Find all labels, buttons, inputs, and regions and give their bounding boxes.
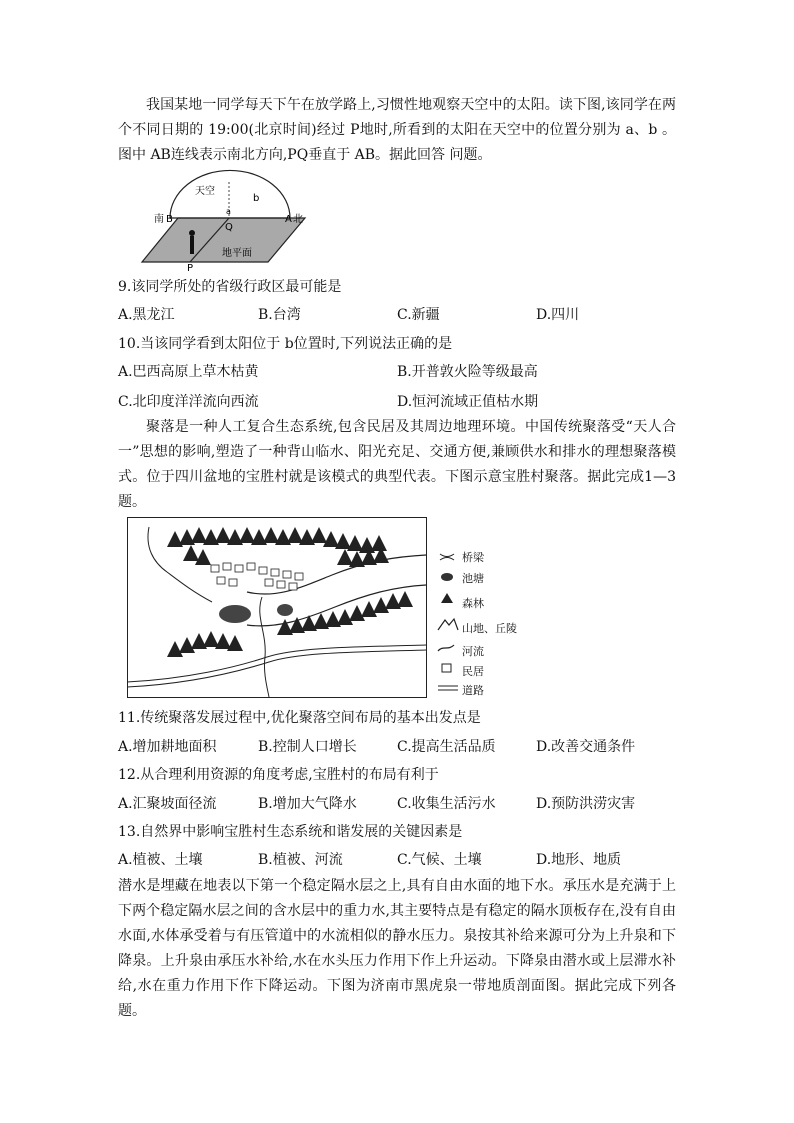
q9-stem: 9.该同学所处的省级行政区最可能是: [118, 279, 342, 295]
q11-option-c[interactable]: C.提高生活品质: [397, 739, 496, 755]
village-map: [127, 517, 427, 698]
label-a: a: [226, 207, 231, 216]
label-Q: Q: [225, 222, 233, 233]
passage-1: 我国某地一同学每天下午在放学路上,习惯性地观察天空中的太阳。读下图,该同学在两个不同日期的 19:00(北京时间)经过 P地时,所看到的太阳在天空中的位置分别为 a、b 。图中 AB连线表示南北方向,PQ垂直于 AB。据此回答 问题。: [118, 97, 676, 163]
q9-option-a[interactable]: A.黑龙江: [118, 307, 175, 323]
sun-position-diagram: [140, 168, 320, 274]
q10-option-d[interactable]: D.恒河流域正值枯水期: [397, 394, 539, 410]
q11-option-d[interactable]: D.改善交通条件: [536, 739, 636, 755]
q9-option-b[interactable]: B.台湾: [258, 307, 301, 323]
label-b: b: [253, 193, 260, 204]
student-head: [189, 230, 195, 236]
hill-icon: [438, 619, 458, 630]
passage-3: 潜水是埋藏在地表以下第一个稳定隔水层之上,具有自由水面的地下水。承压水是充满于上下两个稳定隔水层之间的含水层中的重力水,其主要特点是有稳定的隔水顶板存在,没有自由水面,水体承受着与有压管道中的水流相似的静水压力。泉按其补给来源可分为上升泉和下降泉。上升泉由承压水补给,水在水头压力作用下作上升运动。下降泉由潜水或上层滞水补给,水在重力作用下作下降运动。下图为济南市黑虎泉一带地质剖面图。据此完成下列各题。: [118, 878, 676, 1019]
q12-option-b[interactable]: B.增加大气降水: [258, 796, 357, 812]
forest-icon: [441, 593, 453, 603]
pond-icon: [441, 573, 453, 581]
q10-stem: 10.当该同学看到太阳位于 b位置时,下列说法正确的是: [118, 336, 453, 352]
q11-option-b[interactable]: B.控制人口增长: [258, 739, 357, 755]
q9-option-d[interactable]: D.四川: [536, 307, 580, 323]
pond-1: [219, 605, 251, 623]
student-figure: [190, 236, 194, 254]
legend-pond: 池塘: [462, 572, 484, 585]
q13-option-b[interactable]: B.植被、河流: [258, 852, 343, 868]
label-sky: 天空: [195, 186, 215, 197]
legend-river: 河流: [462, 645, 484, 658]
passage-2: 聚落是一种人工复合生态系统,包含民居及其周边地理环境。中国传统聚落受“天人合一”思想的影响,塑造了一种背山临水、阳光充足、交通方便,兼顾供水和排水的理想聚落模式。位于四川盆地的宝胜村就是该模式的典型代表。下图示意宝胜村聚落。据此完成1—3题。: [118, 419, 676, 510]
q9-option-c[interactable]: C.新疆: [397, 307, 440, 323]
house-icon: [442, 664, 451, 672]
legend-symbols: [436, 550, 460, 695]
q10-option-a[interactable]: A.巴西高原上草木枯黄: [118, 364, 259, 380]
legend-house: 民居: [462, 665, 484, 678]
q10-option-b[interactable]: B.开普敦火险等级最高: [397, 364, 538, 380]
legend-forest: 森林: [462, 597, 484, 610]
legend-bridge: 桥梁: [462, 551, 484, 564]
q12-option-a[interactable]: A.汇聚坡面径流: [118, 796, 217, 812]
label-P: P: [187, 263, 194, 274]
legend-road: 道路: [462, 684, 484, 697]
q10-option-c[interactable]: C.北印度洋洋流向西流: [118, 394, 259, 410]
river-icon: [438, 645, 454, 651]
label-ground: 地平面: [222, 248, 252, 259]
q12-option-c[interactable]: C.收集生活污水: [397, 796, 496, 812]
q13-option-a[interactable]: A.植被、土壤: [118, 852, 203, 868]
pond-2: [277, 604, 293, 616]
label-B: B: [166, 214, 173, 225]
label-south: 南: [154, 214, 164, 225]
label-north: 北: [293, 214, 303, 225]
bridge-icon: [440, 554, 454, 560]
q12-option-d[interactable]: D.预防洪涝灾害: [536, 796, 636, 812]
q12-stem: 12.从合理利用资源的角度考虑,宝胜村的布局有利于: [118, 767, 439, 783]
q11-stem: 11.传统聚落发展过程中,优化聚落空间布局的基本出发点是: [118, 710, 481, 726]
q13-option-c[interactable]: C.气候、土壤: [397, 852, 482, 868]
q13-stem: 13.自然界中影响宝胜村生态系统和谐发展的关键因素是: [118, 824, 463, 840]
q11-option-a[interactable]: A.增加耕地面积: [118, 739, 217, 755]
legend-hill: 山地、丘陵: [462, 622, 517, 635]
q13-option-d[interactable]: D.地形、地质: [536, 852, 622, 868]
label-A: A: [285, 214, 292, 225]
